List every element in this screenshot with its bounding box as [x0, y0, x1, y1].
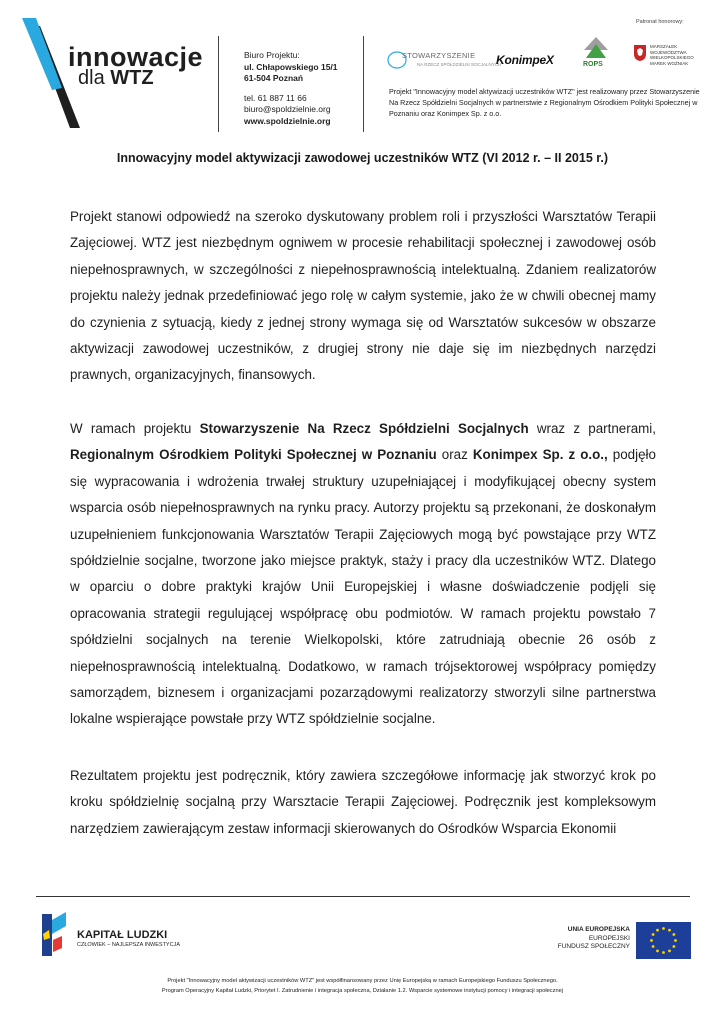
eu-star-icon [668, 929, 671, 932]
logo-subtitle [78, 68, 154, 88]
eu-flag-icon [636, 922, 691, 959]
wielkopolska-label: MARSZAŁEK WOJEWÓDZTWA WIELKOPOLSKIEGO MAREK WOŹNIAK [650, 44, 694, 66]
stowarzyszenie-logo-text: STOWARZYSZENIE [402, 51, 476, 60]
paragraph-3: Rezultatem projektu jest podręcznik, który zawiera szczegółowe informację jak stworzyć krok po kroku spółdzielnię socjalną przy Warsztacie Terapii Zajęciowej. Podręcznik jest kompleksowym narzędziem zawierającym zestaw informacji skierowanych do Ośrodków Wsparcia Ekonomii [70, 768, 656, 836]
eu-title: UNIA EUROPEJSKA [567, 926, 630, 933]
office-address [244, 50, 356, 127]
eu-star-icon [662, 927, 665, 930]
rops-logo-icon [583, 36, 609, 60]
para2-bold-konimpex: Konimpex Sp. z o.o., [472, 447, 608, 463]
eu-star-icon [672, 945, 675, 948]
eu-star-icon [656, 929, 659, 932]
para2-text-g: podjęło się wypracowania i wdrożenia trwałej struktury uzupełniającej i modyfikującej obecny system wsparcia osób niepełnosprawnych na rynku pracy. Autorzy projektu są przekonani, że doskonałym uzupełnieniem funkcjonowania Warsztatów Terapii Zajęciowych mogą być powstające przy WTZ spółdzielnie socjalne, tworzone jako miejsce praktyk, staży i pracy dla uczestników WTZ. Dlatego w oparciu o dobre praktyki krajów Unii Europejskiej i własne doświadczenie podjęli się opracowania strategii regulującej współpracę obu podmiotów. W ramach projektu powstało 7 spółdzielni socjalnych na terenie Wielkopolski, które zatrudniają obecnie 26 osób z niepełnosprawnością intelektualną. Dodatkowo, w ramach trójsektorowej współpracy pomiędzy samorządem, biznesem i organizacjami pozarządowymi realizatorzy stworzyli silne partnerstwa lokalne wspierające powstałe przy WTZ spółdzielnie socjalne. [70, 447, 656, 727]
office-street: ul. Chłapowskiego 15/1 [244, 61, 338, 72]
eu-star-icon [652, 945, 655, 948]
kapital-ludzki-title: KAPITAŁ LUDZKI [77, 929, 168, 941]
logo-sub-prefix: dla [78, 67, 111, 89]
eu-line-3: FUNDUSZ SPOŁECZNY [557, 943, 630, 950]
eu-star-icon [652, 933, 655, 936]
office-email[interactable]: biuro@spoldzielnie.org [244, 104, 331, 114]
wielkopolska-crest-icon [633, 44, 647, 62]
office-city: 61-504 Poznań [244, 73, 304, 83]
document-title: Innowacyjny model aktywizacji zawodowej uczestników WTZ (VI 2012 r. – II 2015 r.) [116, 151, 609, 165]
logo-title: innowacje [68, 42, 204, 72]
office-website[interactable]: www.spoldzielnie.org [244, 115, 331, 126]
footer-note [0, 976, 725, 996]
eu-star-icon [674, 939, 677, 942]
para2-bold-rops: Regionalnym Ośrodkiem Polityki Społecznej w Poznaniu [70, 447, 437, 463]
para2-text-a: W ramach projektu [70, 421, 200, 436]
eu-star-icon [672, 933, 675, 936]
footer-note-line-2: Program Operacyjny Kapitał Ludzki, Priorytet I. Zatrudnienie i integracja społeczna, Działanie 1.2. Wsparcie systemowe instytucji pomocy i integracji społecznej [161, 988, 564, 994]
eu-star-icon [650, 939, 653, 942]
paragraph-1: Projekt stanowi odpowiedź na szeroko dyskutowany problem roli i przyszłości Warsztatów Terapii Zajęciowej. WTZ jest niezbędnym ogniwem w procesie rehabilitacji społecznej i zawodowej osób niepełnosprawnych, w szczególności z niepełnosprawnością intelektualną. Zdaniem realizatorów projektu należy jednak przedefiniować jego rolę w całym systemie, jako że w chwili obecnej mamy do czynienia z sytuacją, kiedy z jednej strony wymaga się od Warsztatów sukcesów w obszarze aktywizacji zawodowej uczestników, z drugiej strony nie daje się im niezbędnych narzędzi prawnych, organizacyjnych, finansowych. [70, 209, 656, 383]
para2-text-e: oraz [436, 447, 473, 463]
rops-logo-text: ROPS [583, 61, 603, 68]
office-phone: tel. 61 887 11 66 [244, 92, 307, 103]
kapital-ludzki-logo-icon [38, 912, 68, 958]
footer-note-line-1: Projekt "Innowacyjny model aktywizacji uczestników WTZ" jest współfinansowany przez Unię Europejską w ramach Europejskiego Funduszu Społecznego. [167, 978, 558, 984]
eu-star-icon [668, 949, 671, 952]
header-divider-2 [363, 36, 364, 132]
logo-sub-bold: WTZ [110, 67, 154, 89]
project-description: Projekt "Innowacyjny model aktywizacji uczestników WTZ" jest realizowany przez Stowarzyszenie Na Rzecz Spółdzielni Socjalnych w partnerstwie z Regionalnym Ośrodkiem Polityki Społecznej w Poznaniu oraz Konimpex Sp. z o.o. [389, 87, 700, 118]
kapital-ludzki-subtitle: CZŁOWIEK – NAJLEPSZA INWESTYCJA [77, 942, 180, 948]
para2-text-c: wraz z partnerami, [528, 421, 656, 436]
header-divider-1 [218, 36, 219, 132]
patronat-label: Patronat honorowy: [636, 19, 684, 25]
para2-bold-stowarzyszenie: Stowarzyszenie Na Rzecz Spółdzielni Socjalnych [199, 421, 529, 436]
footer-divider [36, 896, 690, 897]
paragraph-2 [70, 416, 656, 733]
eu-line-2: EUROPEJSKI [588, 934, 630, 942]
office-label: Biuro Projektu: [244, 50, 300, 60]
konimpex-logo: KonimpeX [496, 53, 554, 67]
eu-star-icon [656, 949, 659, 952]
eu-star-icon [662, 951, 665, 954]
stowarzyszenie-logo-sub: NA RZECZ SPÓŁDZIELNI SOCJALNYCH [417, 62, 502, 67]
eu-label [520, 926, 630, 952]
innowacje-logo-mark [22, 18, 82, 128]
